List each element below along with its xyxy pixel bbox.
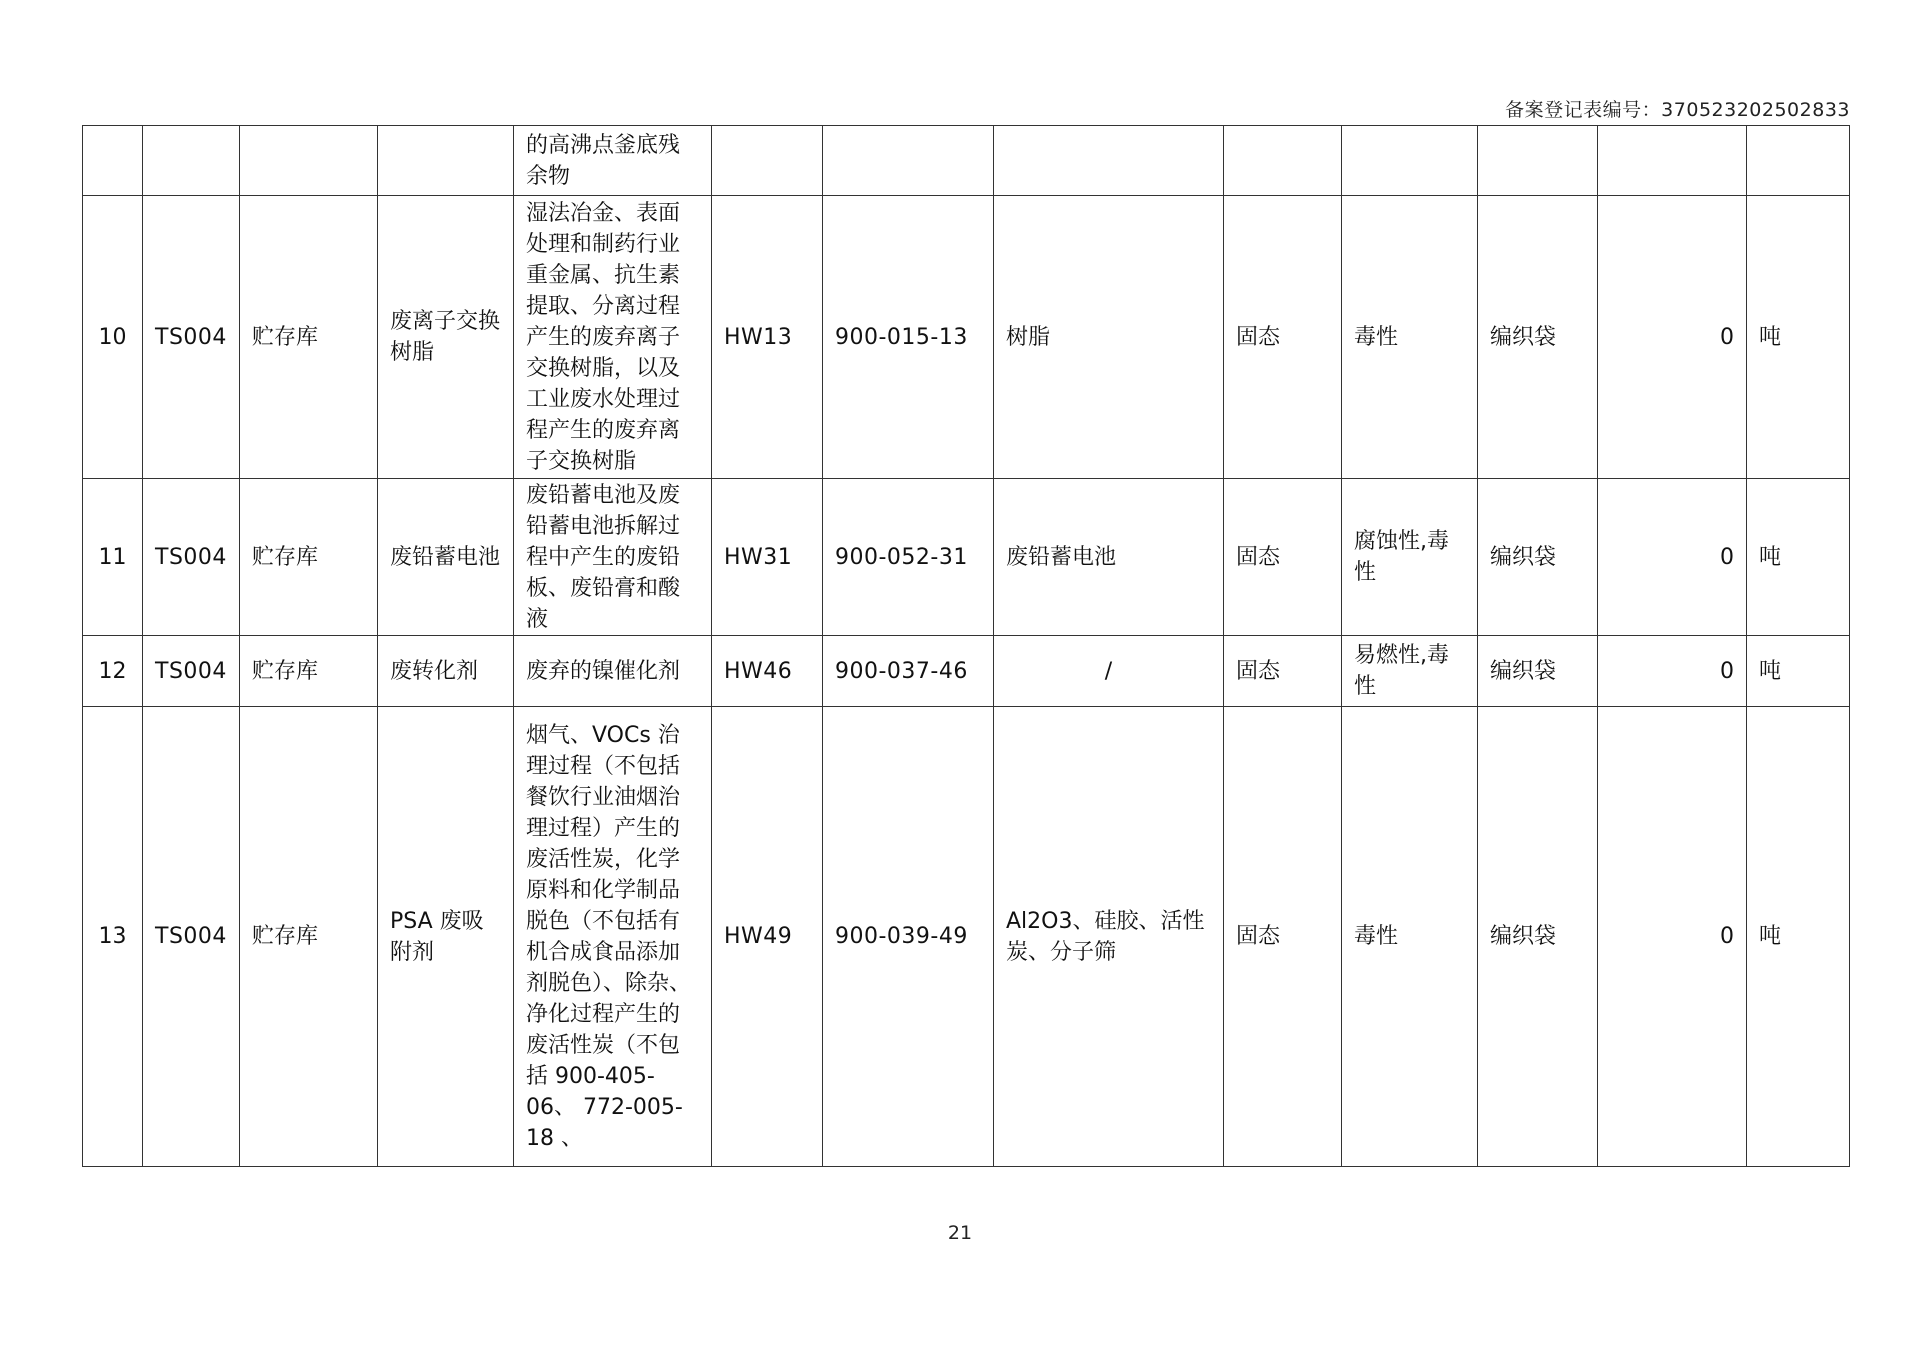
cell-container: 编织袋 — [1478, 707, 1598, 1167]
cell-category: HW31 — [712, 479, 823, 636]
cell-facility — [240, 126, 378, 196]
cell-waste-code: 900-052-31 — [823, 479, 994, 636]
cell-description: 的高沸点釜底残余物 — [514, 126, 712, 196]
cell-seq: 13 — [83, 707, 143, 1167]
cell-hazard: 腐蚀性,毒性 — [1342, 479, 1478, 636]
cell-component: / — [994, 636, 1224, 707]
table-row — [83, 636, 1850, 707]
cell-description: 湿法冶金、表面处理和制药行业重金属、抗生素提取、分离过程产生的废弃离子交换树脂，以及工业废水处理过程产生的废弃离子交换树脂 — [514, 196, 712, 479]
cell-component: 废铅蓄电池 — [994, 479, 1224, 636]
cell-category: HW49 — [712, 707, 823, 1167]
cell-code: TS004 — [143, 196, 240, 479]
cell-form: 固态 — [1224, 636, 1342, 707]
cell-facility: 贮存库 — [240, 636, 378, 707]
cell-container: 编织袋 — [1478, 196, 1598, 479]
hazardous-waste-table — [82, 125, 1850, 1167]
cell-hazard: 毒性 — [1342, 707, 1478, 1167]
cell-container: 编织袋 — [1478, 479, 1598, 636]
cell-facility: 贮存库 — [240, 479, 378, 636]
cell-seq: 11 — [83, 479, 143, 636]
record-number: 备案登记表编号：370523202502833 — [1505, 99, 1850, 121]
cell-quantity: 0 — [1598, 479, 1747, 636]
cell-code — [143, 126, 240, 196]
cell-name: PSA 废吸附剂 — [378, 707, 514, 1167]
cell-category: HW13 — [712, 196, 823, 479]
cell-container — [1478, 126, 1598, 196]
cell-form — [1224, 126, 1342, 196]
cell-description: 废弃的镍催化剂 — [514, 636, 712, 707]
cell-name — [378, 126, 514, 196]
cell-form: 固态 — [1224, 707, 1342, 1167]
cell-hazard: 易燃性,毒性 — [1342, 636, 1478, 707]
cell-description: 烟气、VOCs 治理过程（不包括餐饮行业油烟治理过程）产生的废活性炭，化学原料和化学制品脱色（不包括有机合成食品添加剂脱色）、除杂、净化过程产生的废活性炭（不包括 900-405-06、 772-005-18 、 — [514, 707, 712, 1167]
cell-seq: 12 — [83, 636, 143, 707]
table-row — [83, 196, 1850, 479]
cell-name: 废转化剂 — [378, 636, 514, 707]
cell-facility: 贮存库 — [240, 707, 378, 1167]
cell-waste-code: 900-015-13 — [823, 196, 994, 479]
cell-component: Al2O3、硅胶、活性炭、分子筛 — [994, 707, 1224, 1167]
cell-component — [994, 126, 1224, 196]
cell-category: HW46 — [712, 636, 823, 707]
cell-unit: 吨 — [1747, 196, 1850, 479]
cell-waste-code: 900-037-46 — [823, 636, 994, 707]
cell-code: TS004 — [143, 707, 240, 1167]
cell-unit: 吨 — [1747, 479, 1850, 636]
cell-name: 废离子交换树脂 — [378, 196, 514, 479]
cell-seq: 10 — [83, 196, 143, 479]
cell-container: 编织袋 — [1478, 636, 1598, 707]
cell-waste-code — [823, 126, 994, 196]
cell-quantity: 0 — [1598, 196, 1747, 479]
cell-quantity: 0 — [1598, 707, 1747, 1167]
cell-quantity: 0 — [1598, 636, 1747, 707]
cell-form: 固态 — [1224, 479, 1342, 636]
cell-unit: 吨 — [1747, 707, 1850, 1167]
page-number: 21 — [947, 1222, 973, 1244]
cell-quantity — [1598, 126, 1747, 196]
cell-description: 废铅蓄电池及废铅蓄电池拆解过程中产生的废铅板、废铅膏和酸液 — [514, 479, 712, 636]
cell-waste-code: 900-039-49 — [823, 707, 994, 1167]
cell-unit: 吨 — [1747, 636, 1850, 707]
table-row — [83, 707, 1850, 1167]
table-row — [83, 126, 1850, 196]
cell-form: 固态 — [1224, 196, 1342, 479]
table-row — [83, 479, 1850, 636]
cell-hazard — [1342, 126, 1478, 196]
cell-hazard: 毒性 — [1342, 196, 1478, 479]
cell-name: 废铅蓄电池 — [378, 479, 514, 636]
cell-code: TS004 — [143, 636, 240, 707]
cell-category — [712, 126, 823, 196]
cell-seq — [83, 126, 143, 196]
cell-code: TS004 — [143, 479, 240, 636]
cell-component: 树脂 — [994, 196, 1224, 479]
cell-unit — [1747, 126, 1850, 196]
cell-facility: 贮存库 — [240, 196, 378, 479]
